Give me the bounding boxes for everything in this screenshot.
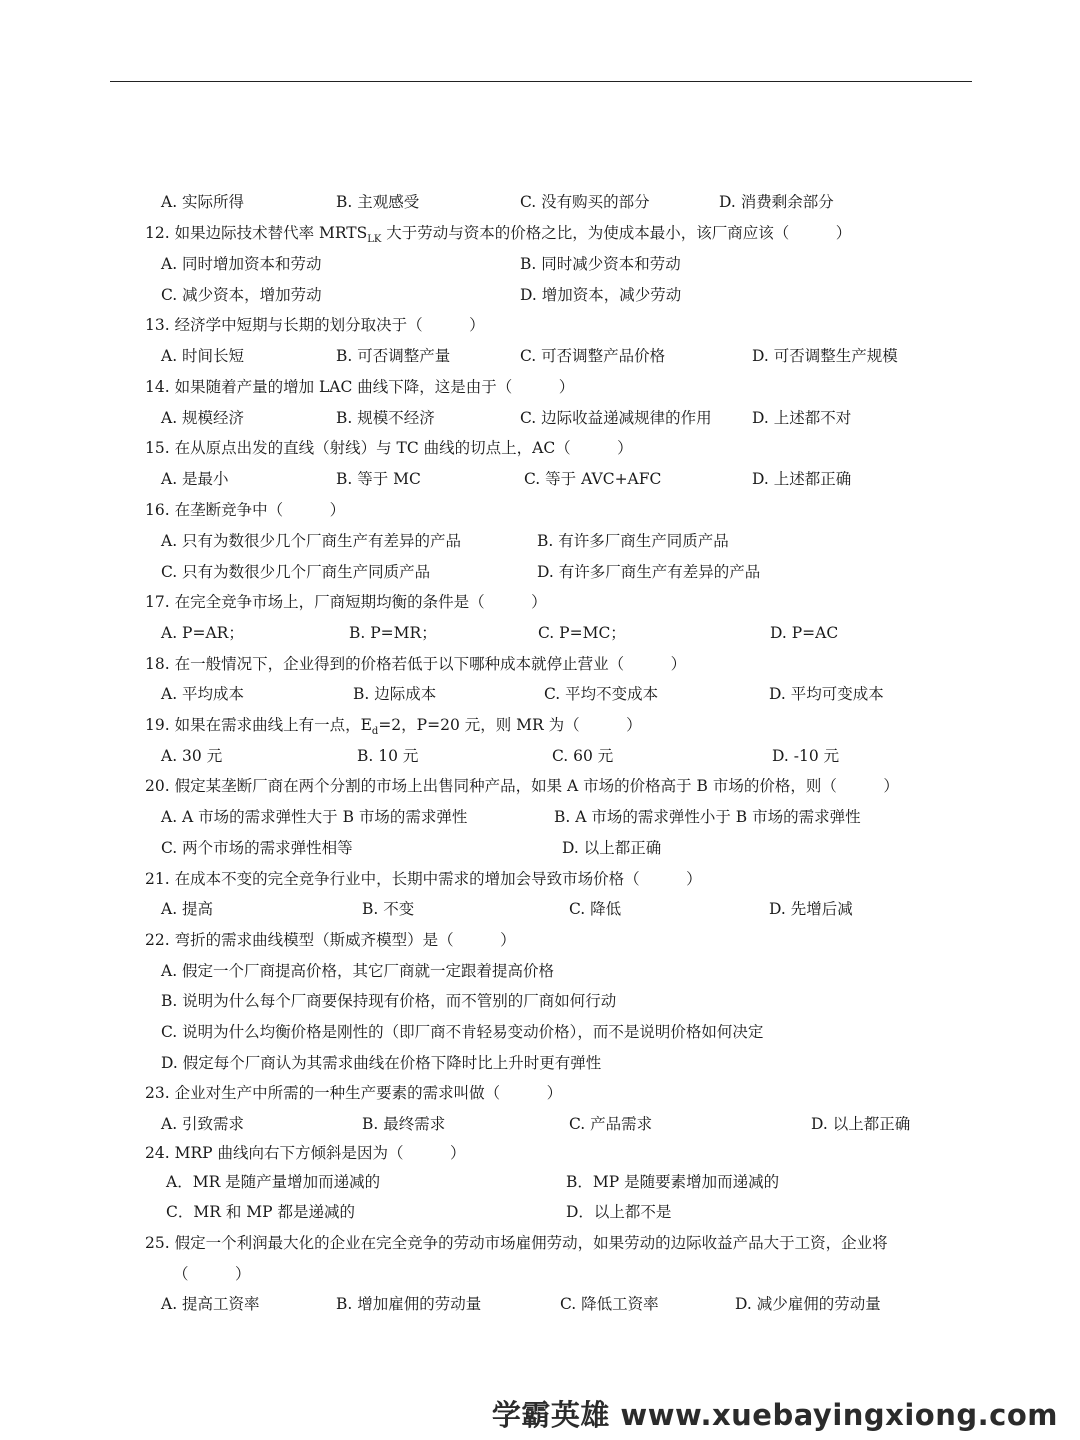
q25-stem: 25. 假定一个利润最大化的企业在完全竞争的劳动市场雇佣劳动，如果劳动的边际收益产品大于工资，企业将	[145, 1234, 888, 1252]
q14-option-b: B. 规模不经济	[336, 409, 435, 427]
q16-option-c: C. 只有为数很少几个厂商生产同质产品	[161, 563, 431, 581]
q12-stem-post: 大于劳动与资本的价格之比，为使成本最小，该厂商应该（ ）	[381, 224, 852, 242]
q12-stem	[145, 223, 851, 243]
q11-option-d: D. 消费剩余部分	[719, 193, 834, 211]
q23-option-b: B. 最终需求	[362, 1115, 446, 1133]
q12-stem-sub: LK	[367, 234, 382, 245]
q18-option-d: D. 平均可变成本	[769, 685, 884, 703]
q11-option-c: C. 没有购买的部分	[520, 193, 650, 211]
q20-option-d: D. 以上都正确	[562, 839, 662, 857]
q13-option-c: C. 可否调整产品价格	[520, 347, 666, 365]
q23-option-c: C. 产品需求	[569, 1115, 653, 1133]
q23-stem: 23. 企业对生产中所需的一种生产要素的需求叫做（ ）	[145, 1084, 563, 1102]
q21-option-c: C. 降低	[569, 900, 622, 918]
q15-option-a: A. 是最小	[161, 470, 229, 488]
q23-option-d: D. 以上都正确	[811, 1115, 911, 1133]
q17-option-d: D. P=AC	[770, 624, 839, 642]
q12-option-c: C. 减少资本，增加劳动	[161, 286, 322, 304]
q14-option-c: C. 边际收益递减规律的作用	[520, 409, 712, 427]
q15-option-d: D. 上述都正确	[752, 470, 852, 488]
q25-option-c: C. 降低工资率	[560, 1295, 659, 1313]
q12-stem-pre: 12. 如果边际技术替代率 MRTS	[145, 224, 368, 242]
q12-option-a: A. 同时增加资本和劳动	[161, 255, 322, 273]
q19-option-c: C. 60 元	[552, 747, 614, 765]
q14-stem: 14. 如果随着产量的增加 LAC 曲线下降，这是由于（ ）	[145, 378, 575, 396]
q25-stem-continued: （ ）	[173, 1265, 251, 1283]
q25-option-a: A. 提高工资率	[161, 1295, 260, 1313]
q22-option-d: D. 假定每个厂商认为其需求曲线在价格下降时比上升时更有弹性	[161, 1054, 602, 1072]
q22-stem: 22. 弯折的需求曲线模型（斯威齐模型）是（ ）	[145, 931, 516, 949]
q17-option-a: A. P=AR；	[161, 624, 244, 642]
q19-stem-pre: 19. 如果在需求曲线上有一点，E	[145, 716, 372, 734]
q11-option-a: A. 实际所得	[161, 193, 245, 211]
q22-option-b: B. 说明为什么每个厂商要保持现有价格，而不管别的厂商如何行动	[161, 992, 617, 1010]
q19-option-b: B. 10 元	[357, 747, 419, 765]
q22-option-c: C. 说明为什么均衡价格是刚性的（即厂商不肯轻易变动价格），而不是说明价格如何决定	[161, 1023, 764, 1041]
q17-option-c: C. P=MC；	[538, 624, 626, 642]
q19-stem	[145, 715, 642, 735]
q19-option-a: A. 30 元	[161, 747, 223, 765]
q11-option-b: B. 主观感受	[336, 193, 420, 211]
q13-stem: 13. 经济学中短期与长期的划分取决于（ ）	[145, 316, 485, 334]
q24-stem: 24. MRP 曲线向右下方倾斜是因为（ ）	[145, 1144, 466, 1162]
q20-option-a: A. A 市场的需求弹性大于 B 市场的需求弹性	[161, 808, 468, 826]
q21-option-a: A. 提高	[161, 900, 214, 918]
q19-stem-sub: d	[371, 726, 379, 737]
q15-stem: 15. 在从原点出发的直线（射线）与 TC 曲线的切点上，AC（ ）	[145, 439, 633, 457]
q16-option-b: B. 有许多厂商生产同质产品	[537, 532, 729, 550]
q24-option-a: A．MR 是随产量增加而递减的	[166, 1173, 381, 1191]
q19-option-d: D. -10 元	[772, 747, 840, 765]
site-watermark: 学霸英雄 www.xuebayingxiong.com	[491, 1398, 1058, 1432]
q18-stem: 18. 在一般情况下，企业得到的价格若低于以下哪种成本就停止营业（ ）	[145, 655, 687, 673]
q24-option-c: C．MR 和 MP 都是递减的	[166, 1203, 355, 1221]
q16-option-a: A. 只有为数很少几个厂商生产有差异的产品	[161, 532, 462, 550]
q15-option-c: C. 等于 AVC+AFC	[524, 470, 662, 488]
q12-option-b: B. 同时减少资本和劳动	[520, 255, 681, 273]
q18-option-b: B. 边际成本	[353, 685, 437, 703]
q14-option-a: A. 规模经济	[161, 409, 245, 427]
q24-option-b: B．MP 是随要素增加而递减的	[566, 1173, 780, 1191]
q20-option-c: C. 两个市场的需求弹性相等	[161, 839, 353, 857]
q12-option-d: D. 增加资本，减少劳动	[520, 286, 682, 304]
q13-option-b: B. 可否调整产量	[336, 347, 451, 365]
q18-option-a: A. 平均成本	[161, 685, 245, 703]
q17-option-b: B. P=MR；	[349, 624, 437, 642]
q14-option-d: D. 上述都不对	[752, 409, 852, 427]
q23-option-a: A. 引致需求	[161, 1115, 245, 1133]
q16-stem: 16. 在垄断竞争中（ ）	[145, 501, 346, 519]
q21-option-d: D. 先增后减	[769, 900, 853, 918]
q24-option-d: D．以上都不是	[566, 1203, 672, 1221]
q22-option-a: A. 假定一个厂商提高价格，其它厂商就一定跟着提高价格	[161, 962, 555, 980]
q19-stem-post: =2，P=20 元，则 MR 为（ ）	[378, 716, 642, 734]
q13-option-d: D. 可否调整生产规模	[752, 347, 898, 365]
q20-stem: 20. 假定某垄断厂商在两个分割的市场上出售同种产品，如果 A 市场的价格高于 B 市场的价格，则（ ）	[145, 777, 899, 795]
q15-option-b: B. 等于 MC	[336, 470, 421, 488]
q21-stem: 21. 在成本不变的完全竞争行业中，长期中需求的增加会导致市场价格（ ）	[145, 870, 702, 888]
q17-stem: 17. 在完全竞争市场上，厂商短期均衡的条件是（ ）	[145, 593, 547, 611]
q21-option-b: B. 不变	[362, 900, 415, 918]
q16-option-d: D. 有许多厂商生产有差异的产品	[537, 563, 761, 581]
header-rule	[110, 81, 972, 82]
q20-option-b: B. A 市场的需求弹性小于 B 市场的需求弹性	[554, 808, 861, 826]
q13-option-a: A. 时间长短	[161, 347, 245, 365]
q25-option-d: D. 减少雇佣的劳动量	[735, 1295, 881, 1313]
q18-option-c: C. 平均不变成本	[544, 685, 659, 703]
q25-option-b: B. 增加雇佣的劳动量	[336, 1295, 482, 1313]
